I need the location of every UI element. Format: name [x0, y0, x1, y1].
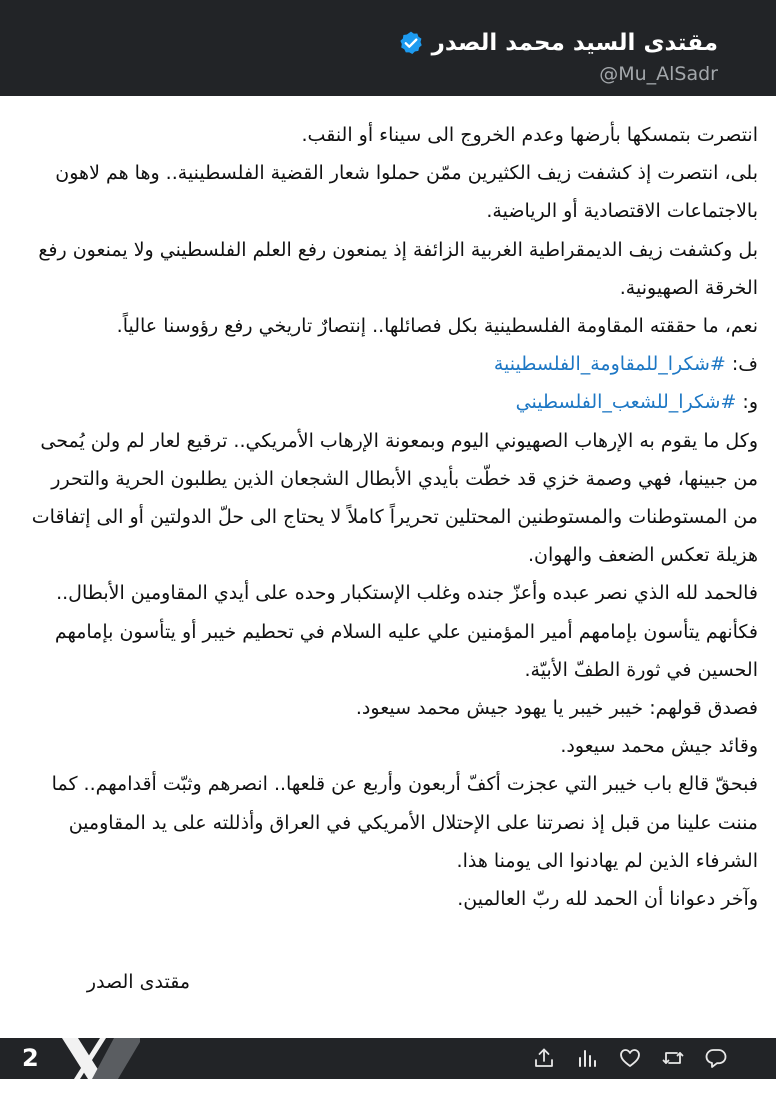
post-paragraph: فالحمد لله الذي نصر عبده وأعزّ جنده وغلب الإستكبار وحده على أيدي المقاومين الأبطال.. فكأنهم يتأسون بإمامهم أمير المؤمنين علي عليه السلام في تحطيم خيبر أو يتأسون بإمامهم الحسين في ثورة الطفّ الأبيّة.	[54, 582, 758, 681]
author-display-name[interactable]: مقتدى السيد محمد الصدر	[431, 30, 718, 56]
page-number: 2	[22, 1044, 39, 1072]
hashtag-prefix: و:	[742, 391, 758, 414]
hashtag-prefix: ف:	[731, 353, 758, 376]
post-paragraph: وكل ما يقوم به الإرهاب الصهيوني اليوم وبمعونة الإرهاب الأمريكي.. ترقيع لعار لم ولن يُمحى من جبينها، فهي وصمة خزي قد خطّت بأيدي الأبطال الشجعان الذين يطلبون الحرية والتحرر من المستوطنات والمستوطنين المحتلين تحريراً كاملاً لا يحتاج الى حلّ الدولتين أو الى إتفاقات هزيلة تعكس الضعف والهوان.	[31, 429, 758, 567]
views-icon[interactable]	[575, 1046, 599, 1070]
post-body	[24, 116, 758, 918]
reply-icon[interactable]	[704, 1046, 728, 1070]
hashtag-link[interactable]: #شكرا_للشعب_الفلسطيني	[515, 391, 737, 414]
share-icon[interactable]	[532, 1046, 556, 1070]
hashtag-line	[24, 345, 758, 383]
x-logo-icon	[48, 1038, 140, 1079]
post-paragraph: وقائد جيش محمد سيعود.	[560, 735, 758, 758]
post-paragraph: وآخر دعوانا أن الحمد لله ربّ العالمين.	[457, 888, 758, 911]
post-paragraph: بلى، انتصرت إذ كشفت زيف الكثيرين ممّن حملوا شعار القضية الفلسطينية.. وها هم لاهون بالاجتماعات الاقتصادية أو الرياضية.	[55, 162, 758, 223]
post-footer	[0, 1038, 776, 1079]
post-actions	[532, 1046, 728, 1070]
hashtag-line	[24, 383, 758, 421]
hashtag-link[interactable]: #شكرا_للمقاومة_الفلسطينية	[493, 353, 726, 376]
post-signature: مقتدى الصدر	[86, 971, 190, 993]
post-header	[0, 0, 776, 96]
author-row	[398, 28, 718, 58]
post-paragraph: نعم، ما حققته المقاومة الفلسطينية بكل فصائلها.. إنتصارٌ تاريخي رفع رؤوسنا عالياً.	[116, 315, 758, 338]
post-paragraph: فبحقّ قالع باب خيبر التي عجزت أكفّ أربعون وأربع عن قلعها.. انصرهم وثبّت أقدامهم.. كما مننت علينا من قبل إذ نصرتنا على الإحتلال الأمريكي في العراق وأذللته على يد المقاومين الشرفاء الذين لم يهادنوا الى يومنا هذا.	[51, 773, 758, 872]
verified-badge-icon	[398, 30, 424, 56]
like-icon[interactable]	[618, 1046, 642, 1070]
author-handle[interactable]: @Mu_AlSadr	[599, 63, 718, 85]
retweet-icon[interactable]	[661, 1046, 685, 1070]
post-paragraph: فصدق قولهم: خيبر خيبر يا يهود جيش محمد سيعود.	[355, 697, 758, 720]
post-paragraph: بل وكشفت زيف الديمقراطية الغربية الزائفة إذ يمنعون رفع العلم الفلسطيني ولا يمنعون رفع الخرقة الصهيونية.	[38, 238, 758, 299]
post-paragraph: انتصرت بتمسكها بأرضها وعدم الخروج الى سيناء أو النقب.	[301, 124, 758, 146]
